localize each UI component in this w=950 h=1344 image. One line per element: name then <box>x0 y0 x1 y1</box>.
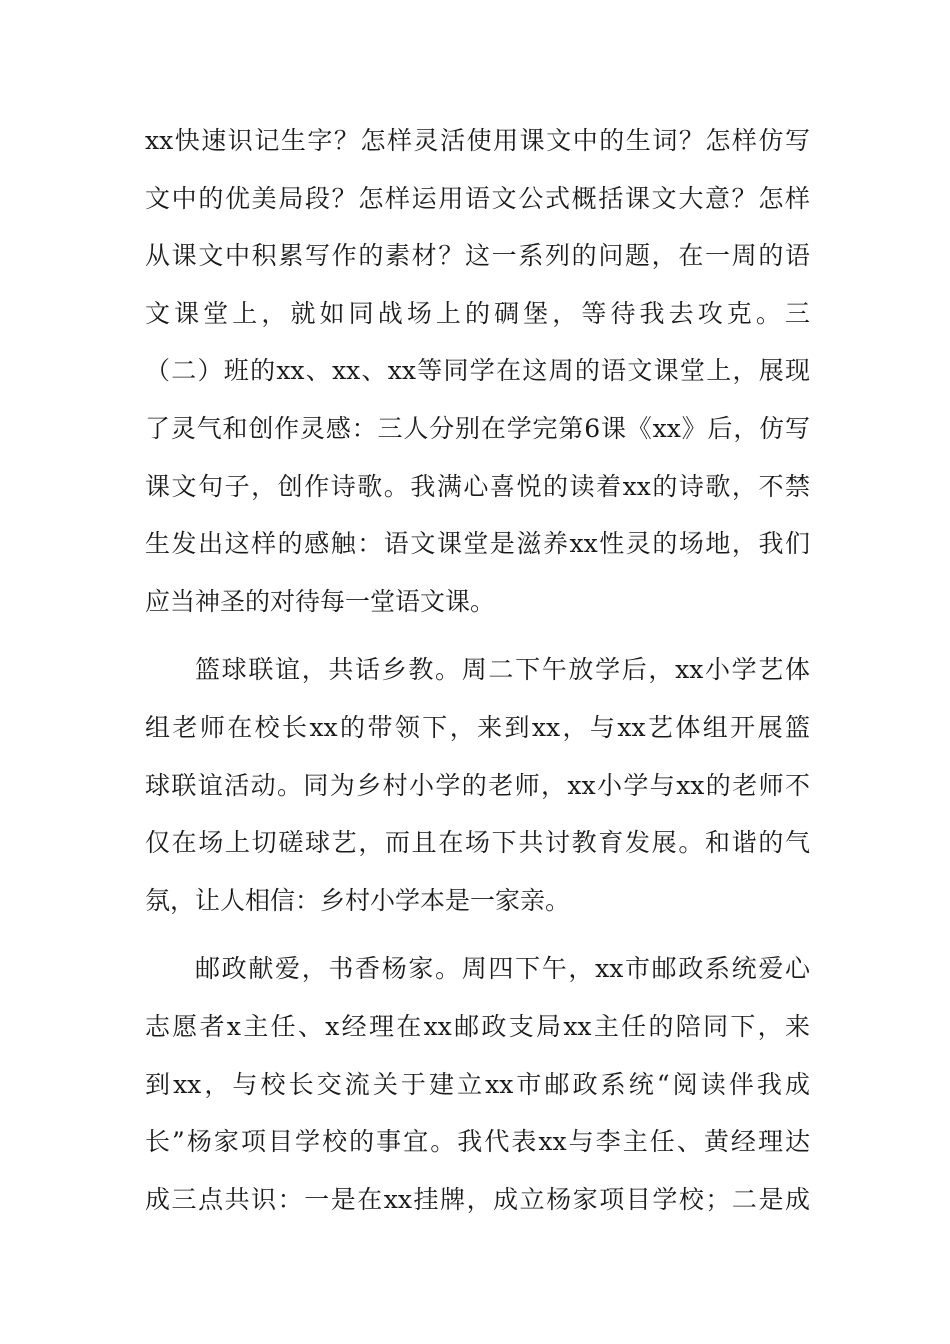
text-line: 课文句子，创作诗歌。我满心喜悦的读着xx的诗歌，不禁 <box>145 471 810 501</box>
text-line: （二）班的xx、xx、xx等同学在这周的语文课堂上，展现 <box>145 356 810 386</box>
text-line: 文课堂上，就如同战场上的碉堡，等待我去攻克。三 <box>145 298 810 328</box>
text-line: 篮球联谊，共话乡教。周二下午放学后，xx小学艺体 <box>195 655 810 685</box>
text-line: 组老师在校长xx的带领下，来到xx，与xx艺体组开展篮 <box>145 712 810 742</box>
paragraph-1 <box>145 112 810 630</box>
text-line: 成三点共识：一是在xx挂牌，成立杨家项目学校；二是成 <box>145 1184 810 1214</box>
text-line: 球联谊活动。同为乡村小学的老师，xx小学与xx的老师不 <box>145 770 810 800</box>
text-line: 从课文中积累写作的素材？这一系列的问题，在一周的语 <box>145 241 810 271</box>
paragraph-3 <box>145 940 810 1228</box>
text-line: 志愿者x主任、x经理在xx邮政支局xx主任的陪同下，来 <box>145 1011 810 1041</box>
text-line: 仅在场上切磋球艺，而且在场下共讨教育发展。和谐的气 <box>145 828 810 858</box>
text-line: 氛，让人相信：乡村小学本是一家亲。 <box>145 885 571 915</box>
text-line: 应当神圣的对待每一堂语文课。 <box>145 586 496 616</box>
paragraph-gap <box>145 630 810 641</box>
text-line: 了灵气和创作灵感：三人分别在学完第6课《xx》后，仿写 <box>145 413 810 443</box>
text-line: xx快速识记生字？怎样灵活使用课文中的生词？怎样仿写 <box>145 126 810 155</box>
text-line: 生发出这样的感触：语文课堂是滋养xx性灵的场地，我们 <box>145 529 810 559</box>
paragraph-2 <box>145 641 810 929</box>
paragraph-gap <box>145 929 810 940</box>
text-line: 文中的优美局段？怎样运用语文公式概括课文大意？怎样 <box>145 183 810 213</box>
text-line: 邮政献爱，书香杨家。周四下午，xx市邮政系统爱心 <box>195 954 810 984</box>
text-line: 到xx，与校长交流关于建立xx市邮政系统“阅读伴我成 <box>145 1069 810 1099</box>
text-line: 长”杨家项目学校的事宜。我代表xx与李主任、黄经理达 <box>145 1127 810 1157</box>
document-body <box>145 112 810 1228</box>
